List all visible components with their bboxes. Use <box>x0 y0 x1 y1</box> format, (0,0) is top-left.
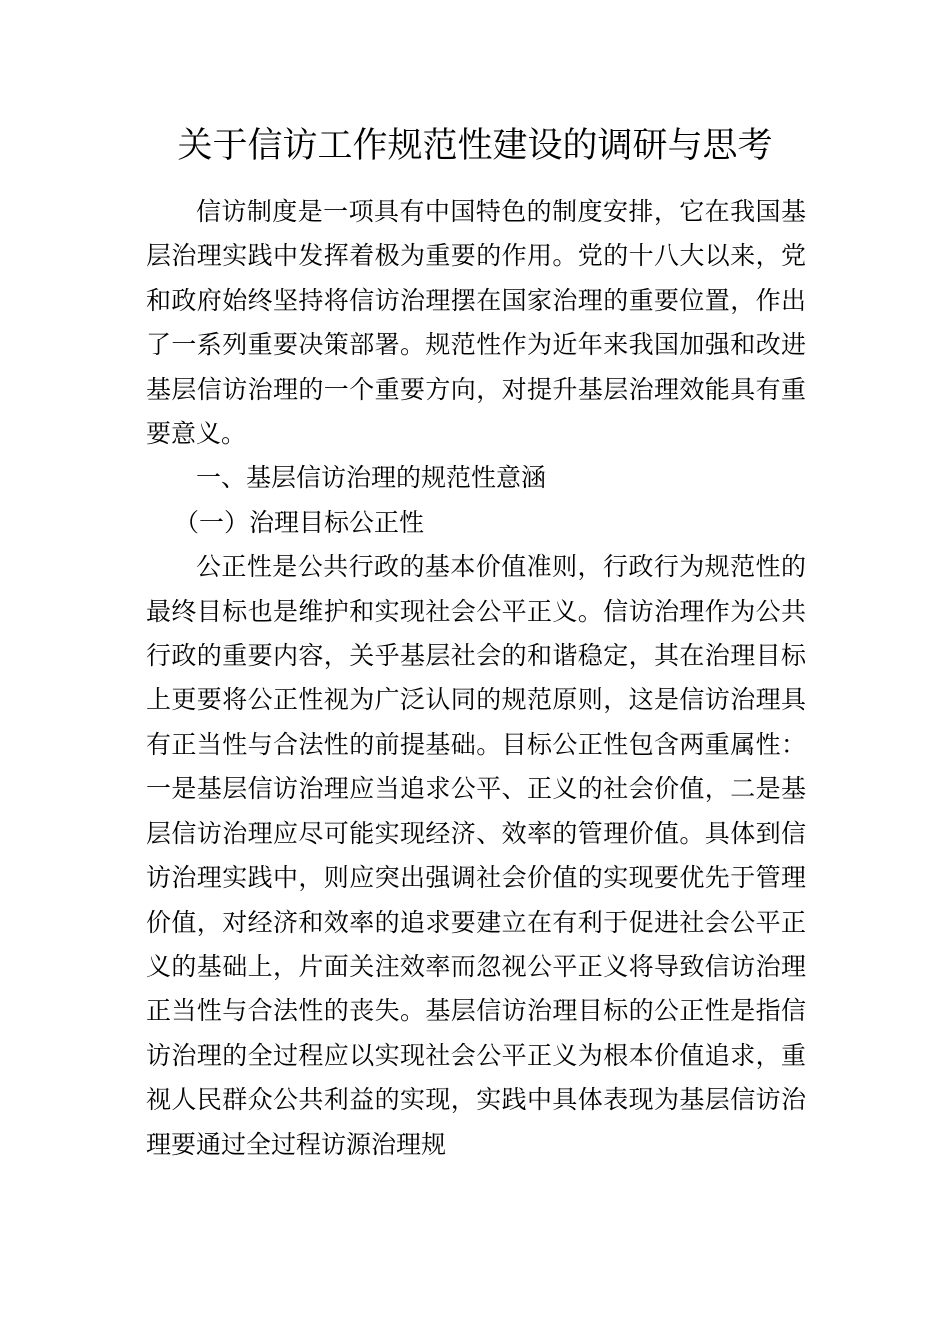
document-body <box>146 190 806 1167</box>
paragraph-fairness: 公正性是公共行政的基本价值准则，行政行为规范性的最终目标也是维护和实现社会公平正义。信访治理作为公共行政的重要内容，关乎基层社会的和谐稳定，其在治理目标上更要将公正性视为广泛认同的规范原则，这是信访治理具有正当性与合法性的前提基础。目标公正性包含两重属性：一是基层信访治理应当追求公平、正义的社会价值，二是基层信访治理应尽可能实现经济、效率的管理价值。具体到信访治理实践中，则应突出强调社会价值的实现要优先于管理价值，对经济和效率的追求要建立在有利于促进社会公平正义的基础上，片面关注效率而忽视公平正义将导致信访治理正当性与合法性的丧失。基层信访治理目标的公正性是指信访治理的全过程应以实现社会公平正义为根本价值追求，重视人民群众公共利益的实现，实践中具体表现为基层信访治理要通过全过程访源治理规 <box>146 552 806 1159</box>
document-title: 关于信访工作规范性建设的调研与思考 <box>177 126 773 166</box>
paragraph-intro: 信访制度是一项具有中国特色的制度安排，它在我国基层治理实践中发挥着极为重要的作用。党的十八大以来，党和政府始终坚持将信访治理摆在国家治理的重要位置，作出了一系列重要决策部署。规范性作为近年来我国加强和改进基层信访治理的一个重要方向，对提升基层治理效能具有重要意义。 <box>146 197 806 449</box>
subsection-heading: （一）治理目标公正性 <box>174 507 425 537</box>
section-heading: 一、基层信访治理的规范性意涵 <box>196 463 547 493</box>
